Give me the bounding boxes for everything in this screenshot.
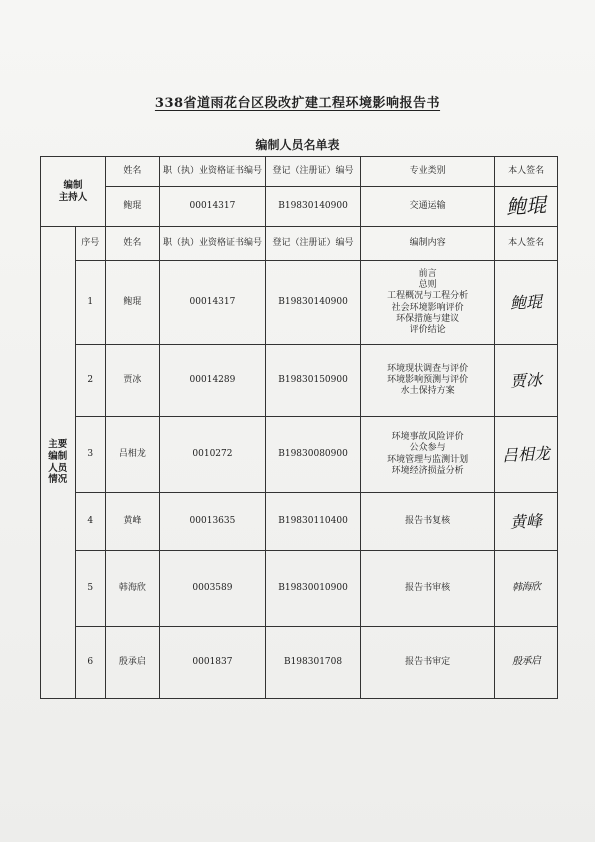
content-item: 环境事故风险评价 — [391, 432, 464, 442]
staff-row — [41, 417, 558, 493]
content-item: 社会环境影响评价 — [391, 302, 464, 313]
staff-registration: B198301708 — [265, 627, 360, 699]
content-item: 报告书复核 — [405, 515, 451, 526]
content-item: 总则 — [418, 280, 437, 290]
staff-qualification: 0001837 — [159, 627, 265, 699]
staff-signature-cell — [495, 551, 558, 627]
content-item: 环保措施与建议 — [396, 313, 460, 324]
main-group-label-text: 主要 编制 人员 情况 — [48, 438, 68, 486]
main-group-label — [41, 227, 76, 699]
staff-table — [40, 156, 558, 699]
staff-name: 鲍琨 — [105, 261, 159, 345]
staff-signature: 殷承启 — [511, 655, 541, 668]
staff-qualification: 00014317 — [159, 261, 265, 345]
content-item: 环境管理与监测计划 — [387, 454, 469, 465]
header-registration: 登记（注册证）编号 — [265, 227, 360, 261]
content-item: 环境经济损益分析 — [391, 465, 464, 476]
staff-registration: B19830110400 — [265, 493, 360, 551]
staff-content — [361, 551, 495, 627]
staff-seq: 2 — [75, 345, 105, 417]
staff-registration: B19830010900 — [265, 551, 360, 627]
staff-registration: B19830150900 — [265, 345, 360, 417]
host-group-label-text: 编制 主持人 — [58, 179, 88, 203]
staff-registration: B19830080900 — [265, 417, 360, 493]
header-category: 专业类别 — [361, 157, 495, 187]
host-name: 鲍琨 — [105, 187, 159, 227]
document-title — [0, 92, 595, 111]
header-qualification: 职（执）业资格证书编号 — [159, 157, 265, 187]
staff-signature: 黄峰 — [509, 510, 543, 532]
staff-name: 贾冰 — [105, 345, 159, 417]
header-registration: 登记（注册证）编号 — [265, 157, 360, 187]
host-qualification: 00014317 — [159, 187, 265, 227]
content-item: 公众参与 — [409, 443, 446, 454]
document-title-text: 338省道雨花台区段改扩建工程环境影响报告书 — [154, 96, 441, 111]
staff-content — [361, 417, 495, 493]
staff-signature: 鲍琨 — [509, 291, 543, 313]
staff-seq: 4 — [75, 493, 105, 551]
staff-row — [41, 345, 558, 417]
content-item: 环境现状调查与评价 — [387, 363, 469, 374]
staff-signature-cell — [495, 627, 558, 699]
staff-name: 吕相龙 — [105, 417, 159, 493]
staff-content — [361, 345, 495, 417]
header-seq: 序号 — [75, 227, 105, 261]
host-category: 交通运输 — [361, 187, 495, 227]
staff-signature: 韩海欣 — [511, 581, 541, 594]
staff-seq: 6 — [75, 627, 105, 699]
staff-row — [41, 493, 558, 551]
staff-content — [361, 493, 495, 551]
host-header-row — [41, 157, 558, 187]
content-item: 报告书审核 — [405, 582, 451, 593]
content-item: 前言 — [418, 268, 437, 279]
staff-name: 殷承启 — [105, 627, 159, 699]
content-item: 评价结论 — [409, 325, 446, 335]
staff-signature-cell — [495, 261, 558, 345]
table-title: 编制人员名单表 — [255, 138, 340, 152]
staff-qualification: 0003589 — [159, 551, 265, 627]
staff-qualification: 00013635 — [159, 493, 265, 551]
staff-row — [41, 261, 558, 345]
content-item: 工程概况与工程分析 — [387, 291, 469, 302]
staff-signature-cell — [495, 417, 558, 493]
header-signature: 本人签名 — [495, 157, 558, 187]
staff-seq: 5 — [75, 551, 105, 627]
host-group-label — [41, 157, 106, 227]
staff-name: 黄峰 — [105, 493, 159, 551]
staff-registration: B19830140900 — [265, 261, 360, 345]
host-data-row — [41, 187, 558, 227]
staff-qualification: 0010272 — [159, 417, 265, 493]
staff-seq: 1 — [75, 261, 105, 345]
header-content: 编制内容 — [361, 227, 495, 261]
header-qualification: 职（执）业资格证书编号 — [159, 227, 265, 261]
header-name: 姓名 — [105, 227, 159, 261]
staff-row — [41, 627, 558, 699]
staff-content — [361, 627, 495, 699]
host-signature: 鲍琨 — [505, 192, 547, 220]
staff-signature-cell — [495, 345, 558, 417]
main-header-row — [41, 227, 558, 261]
staff-row — [41, 551, 558, 627]
content-item: 报告书审定 — [405, 656, 451, 667]
content-item: 水土保持方案 — [400, 386, 455, 397]
host-signature-cell — [495, 187, 558, 227]
staff-signature: 吕相龙 — [501, 443, 551, 465]
staff-signature: 贾冰 — [509, 369, 543, 391]
header-name: 姓名 — [105, 157, 159, 187]
staff-name: 韩海欣 — [105, 551, 159, 627]
content-item: 环境影响预测与评价 — [387, 374, 469, 385]
staff-content — [361, 261, 495, 345]
staff-qualification: 00014289 — [159, 345, 265, 417]
staff-seq: 3 — [75, 417, 105, 493]
host-registration: B19830140900 — [265, 187, 360, 227]
staff-signature-cell — [495, 493, 558, 551]
header-signature: 本人签名 — [495, 227, 558, 261]
